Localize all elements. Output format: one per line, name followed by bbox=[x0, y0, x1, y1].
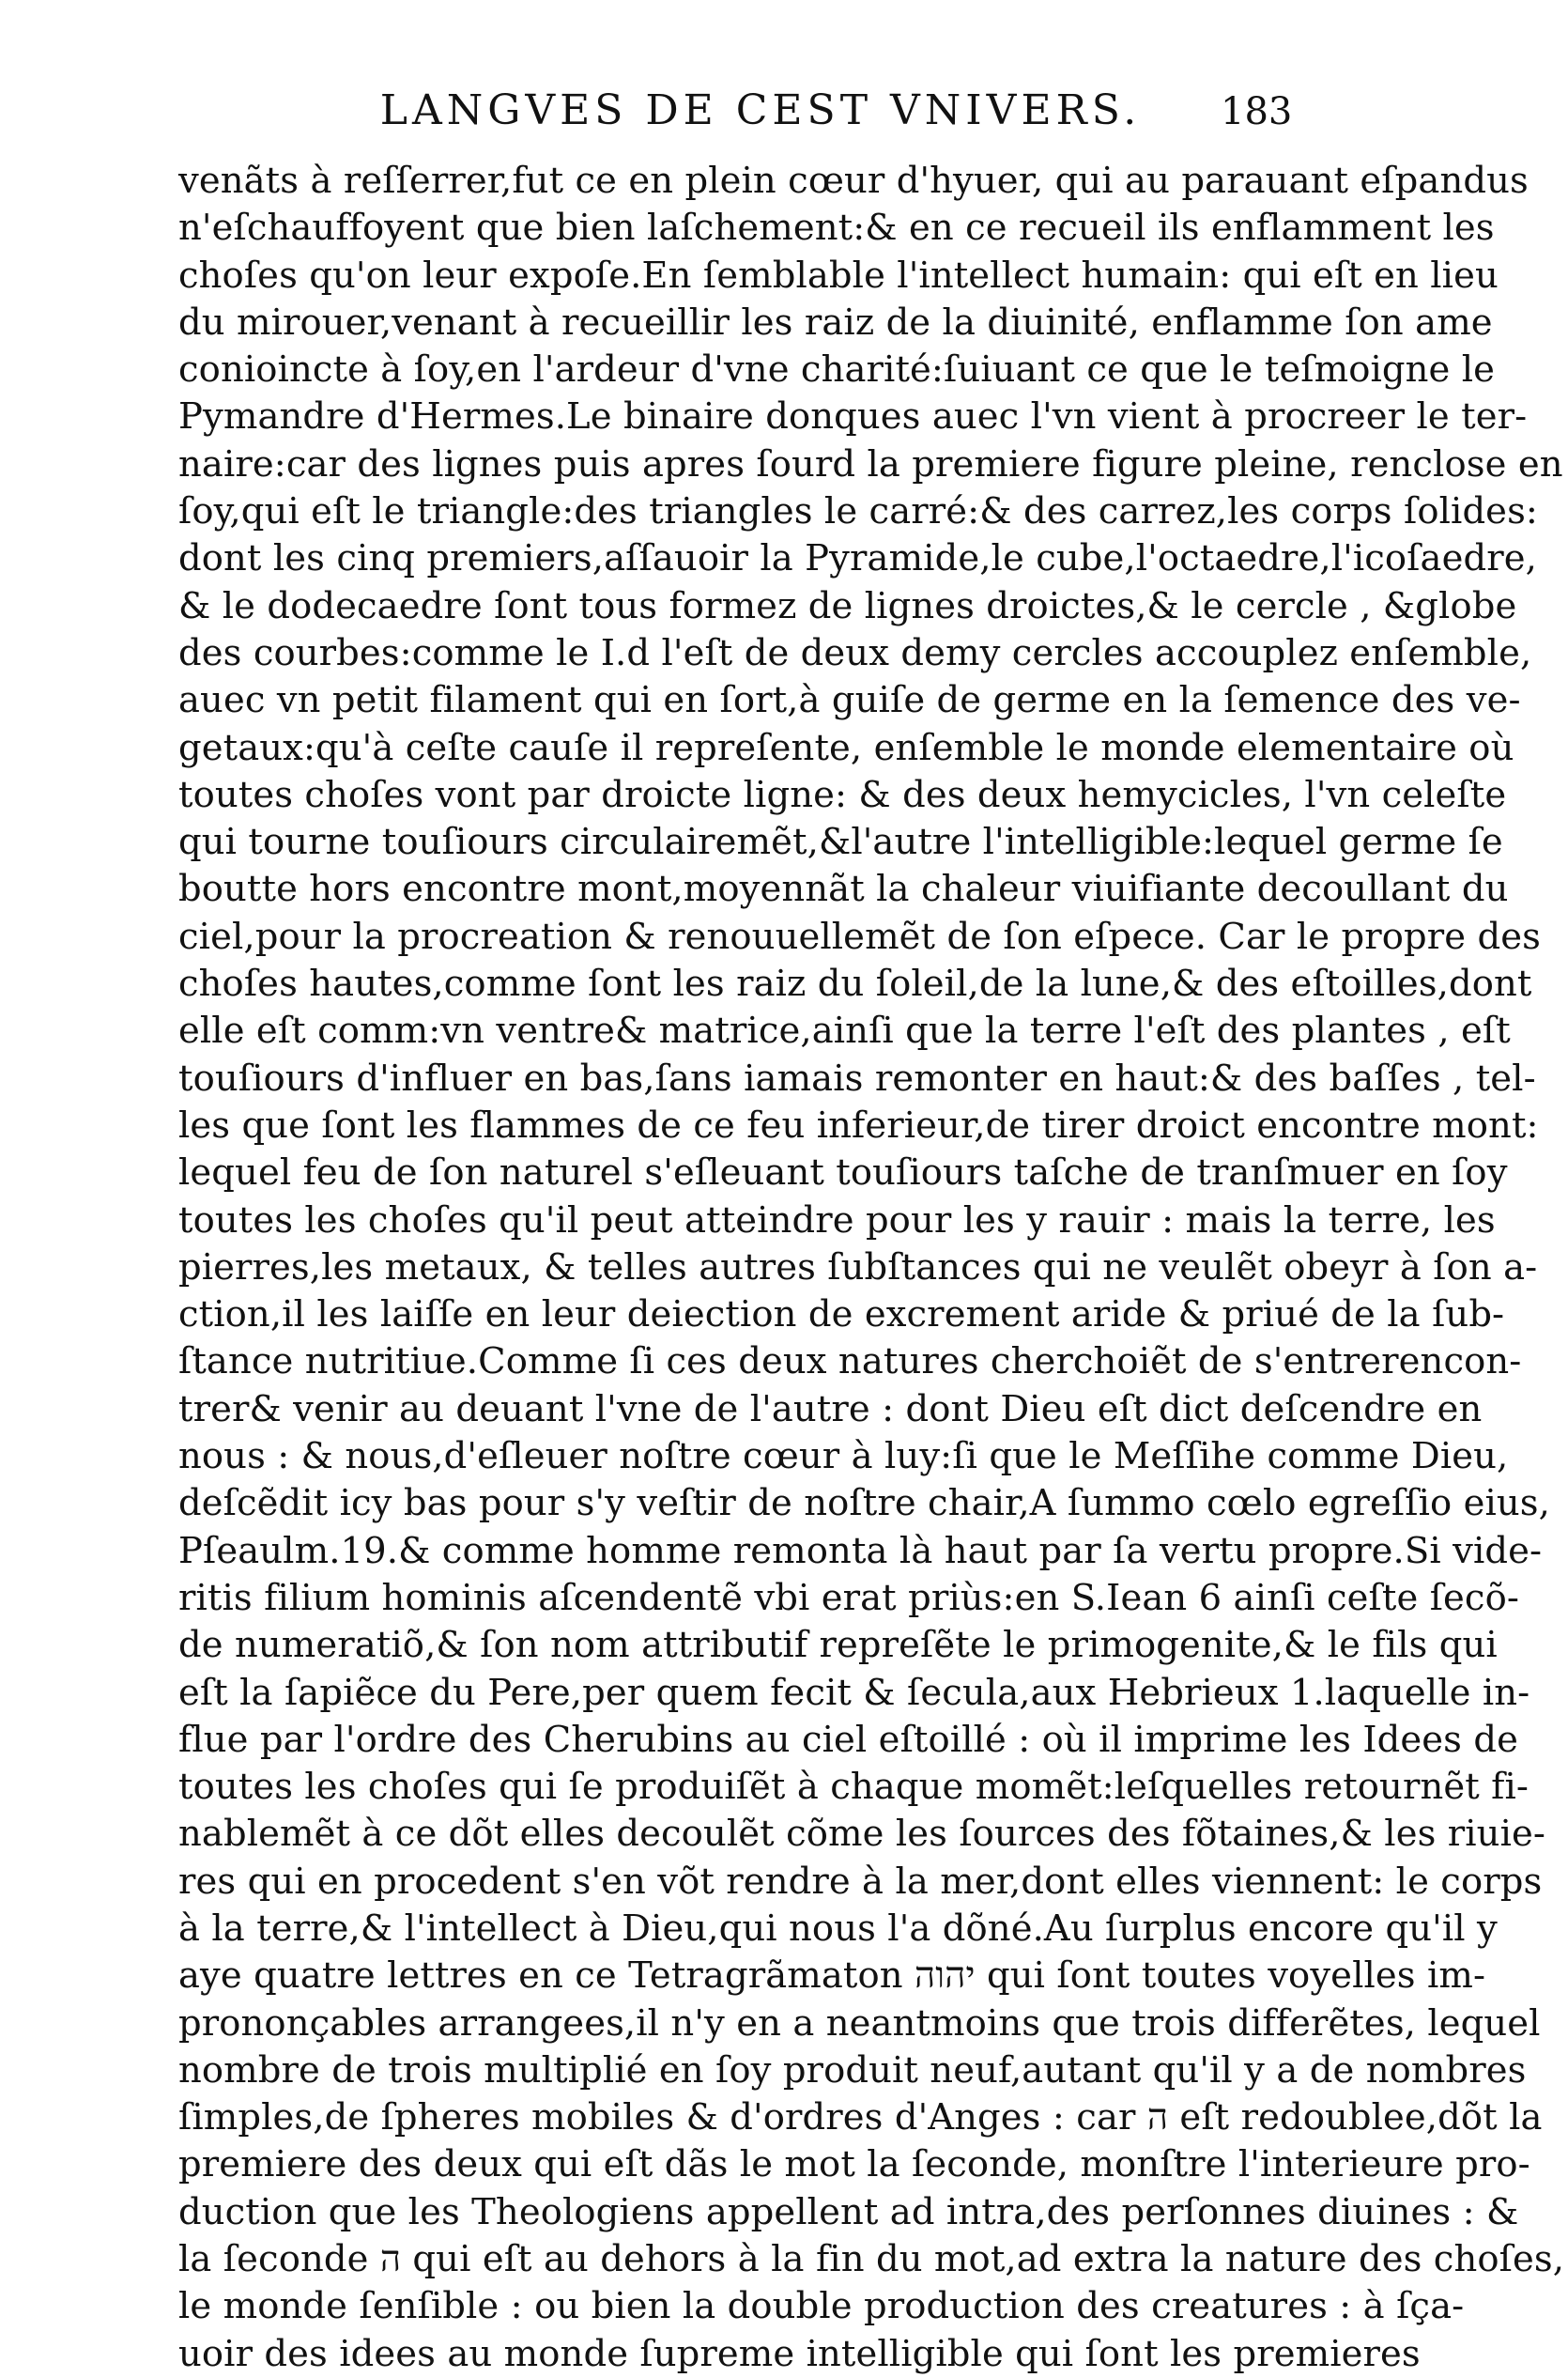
text-line: toutes les choſes qui ſe produiſẽt à chaque momẽt:leſquelles retournẽt fi- bbox=[178, 1766, 1530, 1809]
text-line: elle eſt comm:vn ventre& matrice,ainſi que la terre l'eſt des plantes , eſt bbox=[178, 1010, 1511, 1053]
text-line: eſt la ſapiẽce du Pere,per quem fecit & ſecula,aux Hebrieux 1.laquelle in- bbox=[178, 1671, 1530, 1714]
text-line: aye quatre lettres en ce Tetragrãmaton יהוה qui ſont toutes voyelles im- bbox=[178, 1954, 1486, 1998]
text-line: la ſeconde ה qui eſt au dehors à la fin du mot,ad extra la nature des choſes, bbox=[178, 2238, 1565, 2281]
text-line: trer& venir au deuant l'vne de l'autre : dont Dieu eſt dict deſcendre en bbox=[178, 1387, 1483, 1430]
text-line: premiere des deux qui eſt dãs le mot la ſeconde, monſtre l'interieure pro- bbox=[178, 2143, 1530, 2186]
text-line: touſiours d'influer en bas,ſans iamais remonter en haut:& des baſſes , tel- bbox=[178, 1057, 1536, 1100]
text-line: auec vn petit filament qui en ſort,à guiſe de germe en la ſemence des ve- bbox=[178, 679, 1521, 722]
text-line: toutes choſes vont par droicte ligne: & des deux hemycicles, l'vn celeſte bbox=[178, 773, 1507, 816]
text-line: n'eſchauffoyent que bien laſchement:& en ce recueil ils enflamment les bbox=[178, 207, 1495, 250]
text-line: flue par l'ordre des Cherubins au ciel eſtoillé : où il imprime les Idees de bbox=[178, 1718, 1518, 1761]
text-line: ſoy,qui eſt le triangle:des triangles le carré:& des carrez,les corps ſolides: bbox=[178, 490, 1538, 533]
text-line: res qui en procedent s'en võt rendre à la mer,dont elles viennent: le corps bbox=[178, 1860, 1543, 1903]
text-line: les que ſont les flammes de ce feu inferieur,de tirer droict encontre mont: bbox=[178, 1104, 1539, 1147]
text-line: venãts à reſſerrer,fut ce en plein cœur d'hyuer, qui au parauant eſpandus bbox=[178, 160, 1529, 202]
text-line: uoir des idees au monde ſupreme intelligible qui ſont les premieres bbox=[178, 2332, 1421, 2375]
text-line: du mirouer,venant à recueillir les raiz de la diuinité, enflamme ſon ame bbox=[178, 301, 1493, 344]
running-title: LANGVES DE CEST VNIVERS. bbox=[379, 86, 1142, 134]
text-line: Pymandre d'Hermes.Le binaire donques auec l'vn vient à procreer le ter- bbox=[178, 395, 1528, 439]
text-line: choſes qu'on leur expoſe.En ſemblable l'intellect humain: qui eſt en lieu bbox=[178, 254, 1499, 297]
text-line: & le dodecaedre ſont tous formez de lignes droictes,& le cercle , &globe bbox=[178, 584, 1517, 627]
text-line: à la terre,& l'intellect à Dieu,qui nous l'a dõné.Au ſurplus encore qu'il y bbox=[178, 1907, 1498, 1950]
text-line: ſtance nutritiue.Comme ſi ces deux natures cherchoiẽt de s'entrerencon- bbox=[178, 1340, 1522, 1383]
body-text bbox=[178, 158, 1565, 2378]
text-line: naire:car des lignes puis apres ſourd la premiere figure pleine, renclose en bbox=[178, 442, 1563, 486]
text-line: duction que les Theologiens appellent ad intra,des perſonnes diuines : & bbox=[178, 2190, 1519, 2233]
text-line: le monde ſenſible : ou bien la double production des creatures : à ſça- bbox=[178, 2285, 1465, 2328]
text-line: dont les cinq premiers,aſſauoir la Pyramide,le cube,l'octaedre,l'icoſaedre, bbox=[178, 537, 1537, 580]
text-line: qui tourne touſiours circulairemẽt,&l'autre l'intelligible:lequel germe ſe bbox=[178, 821, 1503, 864]
text-line: boutte hors encontre mont,moyennãt la chaleur viuifiante decoullant du bbox=[178, 868, 1509, 911]
text-line: ction,il les laiſſe en leur deiection de excrement aride & priué de la ſub- bbox=[178, 1293, 1505, 1336]
text-line: conioincte à ſoy,en l'ardeur d'vne charité:ſuiuant ce que le teſmoigne le bbox=[178, 348, 1496, 392]
text-line: nombre de trois multiplié en ſoy produit neuf,autant qu'il y a de nombres bbox=[178, 2048, 1527, 2092]
text-line: de numeratiõ,& ſon nom attributif repreſẽte le primogenite,& le fils qui bbox=[178, 1624, 1498, 1667]
text-line: deſcẽdit icy bas pour s'y veſtir de noſtre chair,A ſummo cœlo egreſſio eius, bbox=[178, 1482, 1550, 1525]
page-number: 183 bbox=[1221, 90, 1293, 133]
text-line: nous : & nous,d'eſleuer noſtre cœur à luy:ſi que le Meſſihe comme Dieu, bbox=[178, 1435, 1509, 1478]
text-line: lequel feu de ſon naturel s'eſleuant touſiours taſche de tranſmuer en ſoy bbox=[178, 1151, 1508, 1195]
text-line: toutes les choſes qu'il peut atteindre pour les y rauir : mais la terre, les bbox=[178, 1198, 1496, 1242]
text-line: ſimples,de ſpheres mobiles & d'ordres d'Anges : car ה eſt redoublee,dõt la bbox=[178, 2096, 1543, 2139]
text-line: pierres,les metaux, & telles autres ſubſtances qui ne veulẽt obeyr à ſon a- bbox=[178, 1245, 1538, 1289]
text-line: choſes hautes,comme ſont les raiz du ſoleil,de la lune,& des eſtoilles,dont bbox=[178, 963, 1532, 1006]
text-line: getaux:qu'à ceſte cauſe il repreſente, enſemble le monde elementaire où bbox=[178, 726, 1514, 769]
text-line: Pſeaulm.19.& comme homme remonta là haut par ſa vertu propre.Si vide- bbox=[178, 1529, 1543, 1572]
text-line: des courbes:comme le I.d l'eſt de deux demy cercles accouplez enſemble, bbox=[178, 631, 1532, 674]
text-line: nablemẽt à ce dõt elles decoulẽt cõme les ſources des fõtaines,& les riuie- bbox=[178, 1813, 1545, 1856]
text-line: prononçables arrangees,il n'y en a neantmoins que trois differẽtes, lequel bbox=[178, 2001, 1541, 2045]
text-line: ciel,pour la procreation & renouuellemẽt de ſon eſpece. Car le propre des bbox=[178, 915, 1541, 958]
text-line: ritis filium hominis aſcendentẽ vbi erat priùs:en S.Iean 6 ainſi ceſte ſecõ- bbox=[178, 1576, 1519, 1619]
